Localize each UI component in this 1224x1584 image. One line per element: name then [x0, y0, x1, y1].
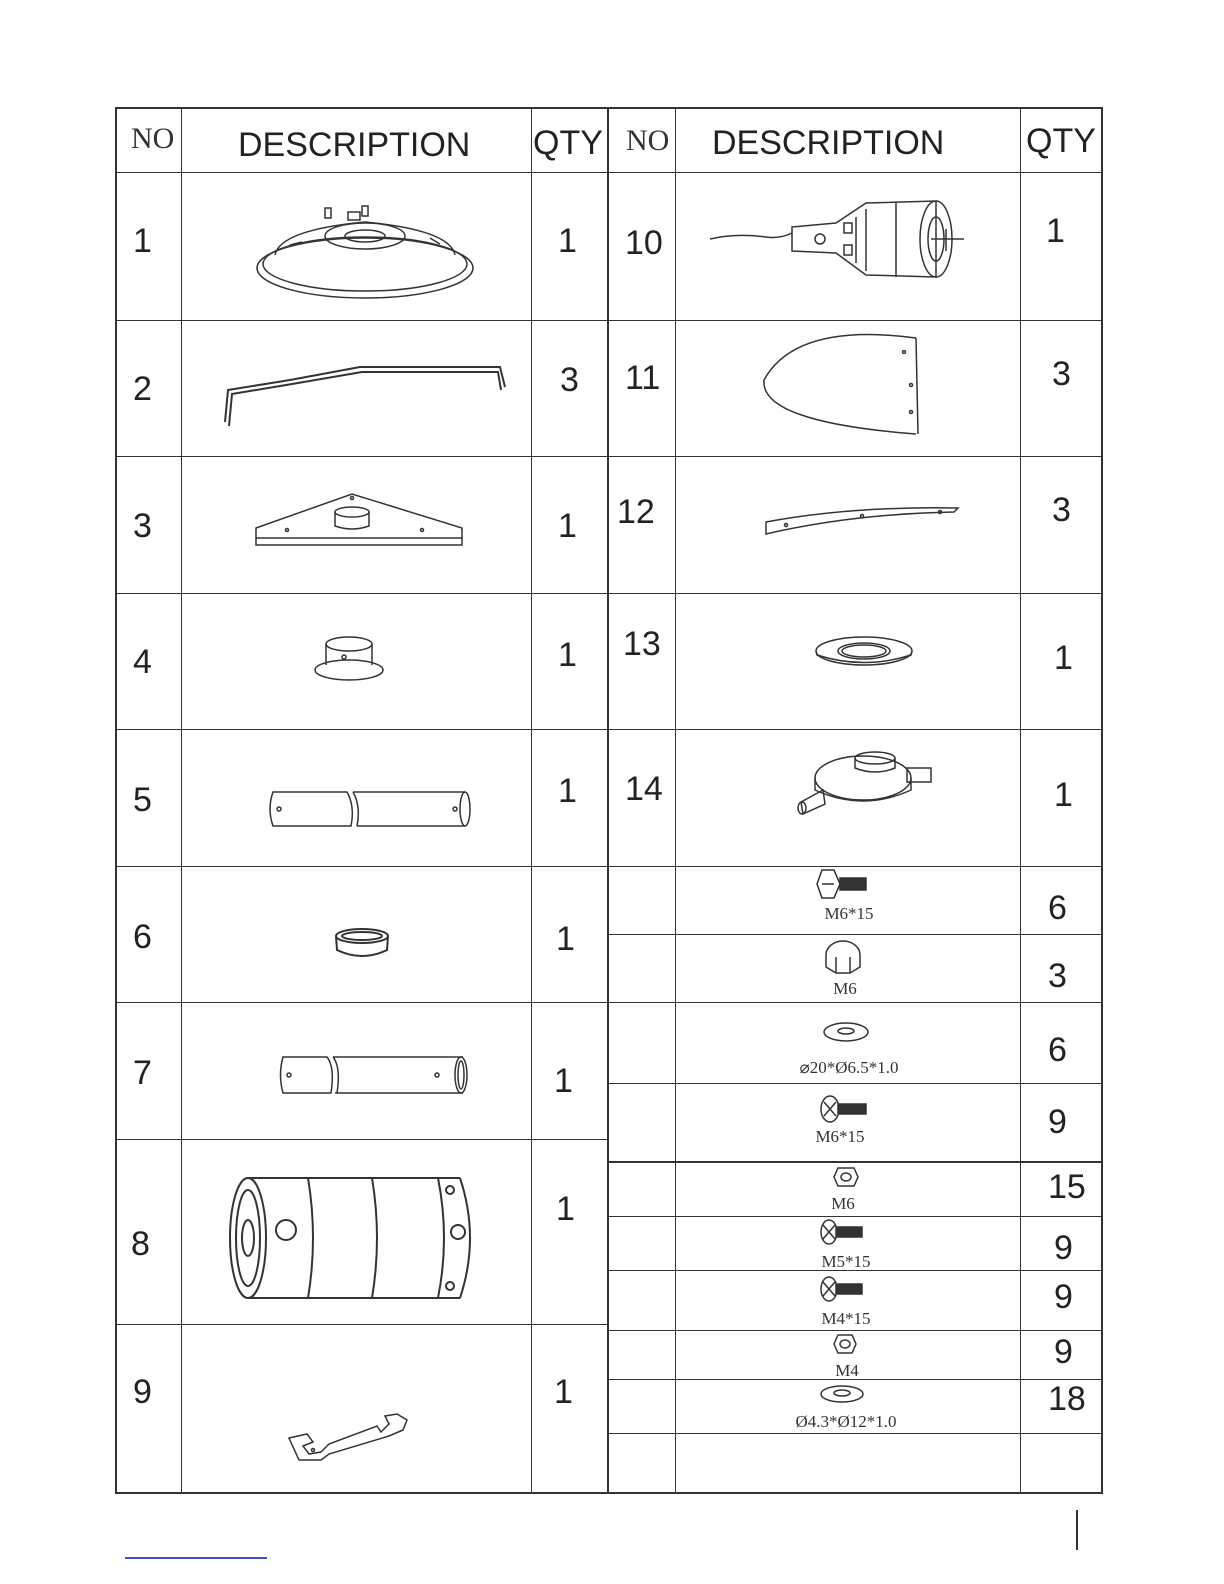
- hardware-label: M6: [833, 979, 857, 998]
- grid-line: [608, 1433, 1103, 1434]
- hardware-label: ⌀20*Ø6.5*1.0: [799, 1058, 899, 1077]
- reflector-strip-illustration: [762, 504, 962, 538]
- part-qty: 1: [556, 920, 575, 958]
- part-number: 10: [625, 224, 663, 262]
- part-qty: 3: [1052, 491, 1071, 529]
- grid-line: [1020, 107, 1021, 1494]
- header-no: NO: [626, 124, 670, 157]
- hardware-qty: 6: [1048, 1031, 1067, 1069]
- hardware-label: M6: [831, 1194, 855, 1213]
- hex-bolt-icon: [816, 868, 870, 900]
- upper-pole-illustration: [265, 788, 475, 830]
- part-qty: 1: [1054, 639, 1073, 677]
- grid-line: [608, 1083, 1103, 1084]
- hardware-label: Ø4.3*Ø12*1.0: [795, 1412, 897, 1431]
- grid-line: [115, 172, 1103, 173]
- part-number: 1: [133, 222, 152, 260]
- grid-line: [115, 456, 1103, 457]
- phillips-screw-icon: [818, 1218, 866, 1246]
- post-collar-illustration: [312, 632, 387, 687]
- part-number: 5: [133, 781, 152, 819]
- grid-line: [675, 107, 676, 1494]
- hardware-label: M6*15: [824, 904, 874, 923]
- hardware-qty: 3: [1048, 957, 1067, 995]
- part-qty: 1: [558, 222, 577, 260]
- part-number: 13: [623, 625, 661, 663]
- header-description: DESCRIPTION: [712, 124, 945, 162]
- grid-line: [607, 107, 609, 1494]
- phillips-screw-icon: [818, 1275, 866, 1303]
- lower-pole-illustration: [277, 1053, 469, 1097]
- part-number: 6: [133, 918, 152, 956]
- header-qty: QTY: [533, 124, 603, 162]
- grid-line: [115, 1002, 608, 1003]
- hardware-qty: 9: [1048, 1103, 1067, 1141]
- grid-line: [608, 1161, 1103, 1163]
- grid-line: [115, 729, 1103, 730]
- grid-line: [115, 866, 1103, 867]
- header-qty: QTY: [1026, 122, 1096, 160]
- part-qty: 1: [558, 507, 577, 545]
- tank-housing-illustration: [228, 1172, 480, 1304]
- grid-line: [115, 1324, 608, 1325]
- support-rod-illustration: [220, 362, 510, 432]
- header-no: NO: [131, 122, 175, 155]
- grid-line: [608, 934, 1103, 935]
- part-number: 7: [133, 1054, 152, 1092]
- phillips-screw-icon: [818, 1094, 870, 1124]
- part-qty: 1: [1046, 212, 1065, 250]
- hex-nut-icon: [832, 1166, 860, 1188]
- part-qty: 1: [554, 1373, 573, 1411]
- header-description: DESCRIPTION: [238, 126, 471, 164]
- wrench-illustration: [285, 1408, 413, 1463]
- part-number: 8: [131, 1225, 150, 1263]
- part-number: 3: [133, 507, 152, 545]
- hardware-qty: 9: [1054, 1229, 1073, 1267]
- part-qty: 1: [554, 1062, 573, 1100]
- hardware-qty: 9: [1054, 1278, 1073, 1316]
- part-qty: 1: [558, 772, 577, 810]
- part-number: 11: [625, 359, 661, 397]
- hardware-qty: 18: [1048, 1380, 1086, 1418]
- hardware-label: M4*15: [821, 1309, 871, 1328]
- grid-line: [115, 1139, 608, 1140]
- part-qty: 3: [560, 361, 579, 399]
- part-number: 2: [133, 370, 152, 408]
- hex-nut-icon: [832, 1333, 858, 1355]
- part-qty: 1: [558, 636, 577, 674]
- part-qty: 3: [1052, 355, 1071, 393]
- reflector-panel-illustration: [756, 330, 926, 440]
- regulator-illustration: [793, 748, 939, 820]
- part-number: 14: [625, 770, 663, 808]
- hardware-label: M4: [835, 1361, 859, 1380]
- burner-assembly-illustration: [706, 193, 966, 285]
- part-number: 12: [617, 493, 655, 531]
- part-number: 4: [133, 643, 152, 681]
- part-qty: 1: [1054, 776, 1073, 814]
- grid-line: [115, 320, 1103, 321]
- grid-line: [531, 107, 532, 1494]
- ring-illustration: [332, 926, 392, 961]
- grid-line: [608, 1330, 1103, 1331]
- hardware-qty: 9: [1054, 1333, 1073, 1371]
- footer-underline: [125, 1557, 267, 1559]
- gasket-plate-illustration: [813, 634, 915, 672]
- grid-line: [608, 1002, 1103, 1003]
- hardware-qty: 15: [1048, 1168, 1086, 1206]
- base-pan-illustration: [250, 200, 480, 305]
- washer-icon: [818, 1383, 866, 1405]
- part-number: 9: [133, 1373, 152, 1411]
- page-edge-mark: [1076, 1510, 1078, 1550]
- washer-icon: [821, 1020, 871, 1044]
- grid-line: [608, 1216, 1103, 1217]
- triangle-bracket-illustration: [252, 490, 467, 552]
- hardware-label: M6*15: [815, 1127, 865, 1146]
- hardware-label: M5*15: [821, 1252, 871, 1271]
- grid-line: [181, 107, 182, 1494]
- hardware-qty: 6: [1048, 889, 1067, 927]
- cap-nut-icon: [822, 937, 864, 975]
- grid-line: [115, 593, 1103, 594]
- part-qty: 1: [556, 1190, 575, 1228]
